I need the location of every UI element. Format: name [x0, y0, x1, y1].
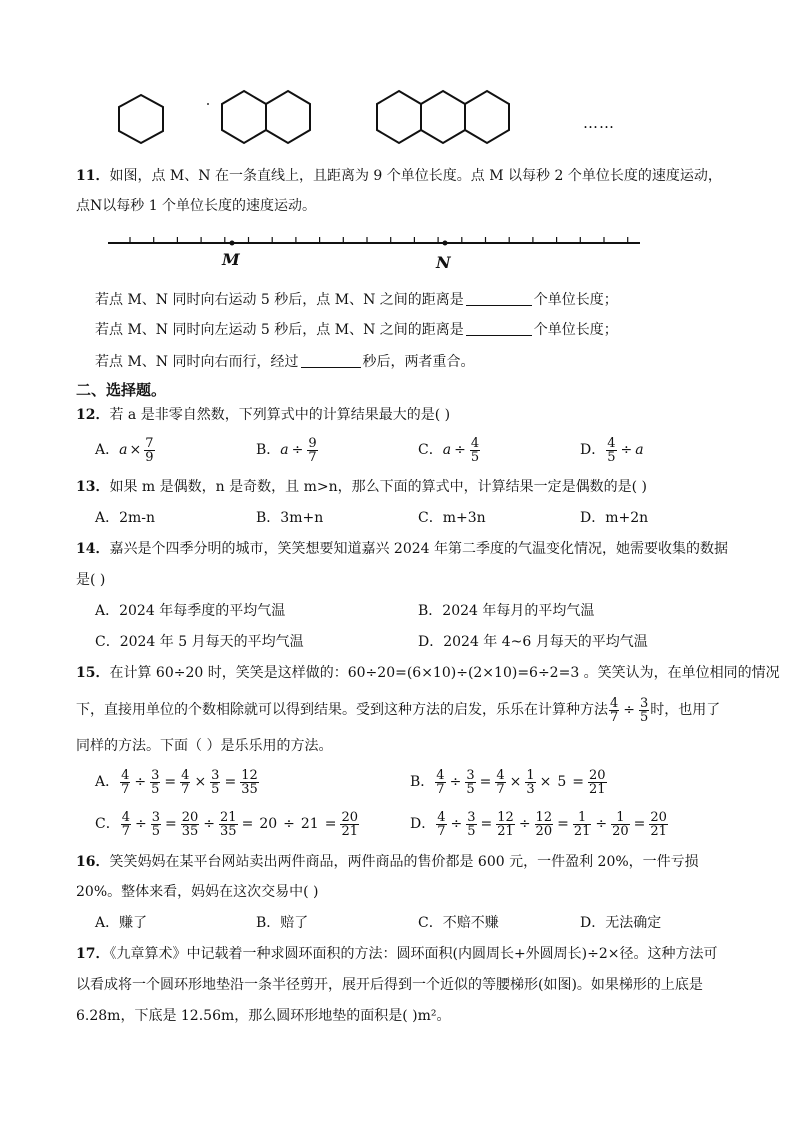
- equation-token: =: [480, 816, 493, 832]
- point-n: [443, 241, 448, 246]
- equation-token: =: [572, 774, 585, 790]
- q13-option-d[interactable]: D．m+2n: [580, 510, 649, 526]
- fraction: $\frac{4}{7}$: [121, 767, 130, 797]
- equation-b: [434, 769, 607, 796]
- equation-token: ×: [539, 774, 552, 790]
- q11-sub3: 若点 M、N 同时向右而行，经过 秒后，两者重合。: [95, 354, 475, 370]
- equation-token: =: [164, 774, 177, 790]
- q14-option-b[interactable]: B．2024 年每月的平均气温: [418, 603, 595, 619]
- q12-option-c[interactable]: C． a ÷ $\frac{4}{5}$: [418, 435, 480, 465]
- equation-token: ÷: [595, 816, 608, 832]
- fraction: $\frac{1}{21}$: [573, 809, 591, 839]
- fraction: $\frac{20}{35}$: [181, 809, 199, 839]
- fraction: $\frac{1}{20}$: [612, 809, 629, 839]
- fraction: $\frac{20}{21}$: [650, 809, 667, 839]
- fraction: $\frac{12}{20}$: [535, 809, 553, 839]
- q14-option-a[interactable]: A．2024 年每季度的平均气温: [95, 603, 286, 619]
- q11-line2: 点N以每秒 1 个单位长度的速度运动。: [76, 198, 317, 214]
- q11-sub1: 若点 M、N 同时向右运动 5 秒后，点 M、N 之间的距离是 个单位长度；: [95, 292, 618, 308]
- fraction: $\frac{3}{5}$: [466, 767, 475, 797]
- fraction: $\frac{1}{3}$: [526, 767, 535, 797]
- section-title: 二、选择题。: [76, 381, 167, 399]
- equation-a: [119, 769, 260, 796]
- fraction: $\frac{20}{21}$: [341, 809, 358, 839]
- equation-token: ÷: [518, 816, 531, 832]
- q15-option-d[interactable]: D． $\frac{4}{7}$ ÷ $\frac{3}{5}$ = $\frac{12}{21}$ ÷ $\frac{12}{20}$ = $\frac{1}{21}$ ÷ $\frac{1}{20}$ = $\frac{20}{21}$: [410, 809, 667, 839]
- q16-option-d[interactable]: D．无法确定: [580, 915, 662, 931]
- fraction: $\frac{12}{35}$: [241, 767, 258, 797]
- q15-option-a[interactable]: A． $\frac{4}{7}$ ÷ $\frac{3}{5}$ = $\frac{4}{7}$ × $\frac{3}{5}$ = $\frac{12}{35}$: [95, 767, 258, 797]
- equation-token: =: [479, 774, 492, 790]
- fraction: $\frac{4}{7}$: [121, 809, 130, 839]
- q11-line1: 11．如图，点 M、N 在一条直线上，且距离为 9 个单位长度。点 M 以每秒 2 个单位长度的速度运动，: [76, 168, 722, 184]
- q12-stem: 12．若 a 是非零自然数，下列算式中的计算结果最大的是( ): [76, 407, 451, 423]
- equation-token: ÷: [203, 816, 216, 832]
- fraction: $\frac{3}{5}$: [151, 767, 160, 797]
- fraction-7-9: $\frac{7}{9}$: [145, 435, 154, 465]
- q16-option-b[interactable]: B．赔了: [256, 915, 309, 931]
- fraction-4-5: $\frac{4}{5}$: [470, 435, 480, 465]
- answer-blank-1[interactable]: [466, 291, 532, 306]
- q17-line3: 6.28m，下底是 12.56m，那么圆环形地垫的面积是( )m²。: [76, 1008, 451, 1024]
- equation-token: ÷: [450, 816, 463, 832]
- q17-line1: 17．《九章算术》中记载着一种求圆环面积的方法：圆环面积(内圆周长+外圆周长)÷2×径。这种方法可: [76, 946, 718, 962]
- fraction: $\frac{3}{5}$: [151, 809, 161, 839]
- equation-d: [435, 811, 669, 838]
- q13-option-b[interactable]: B．3m+n: [256, 510, 324, 526]
- equation-token: =: [633, 816, 646, 832]
- q15-line2: 下，直接用单位的个数相除就可以得到结果。受到这种方法的启发，乐乐在计算种方法 $\frac{4}{7}$ ÷ $\frac{3}{5}$ 时，也用了: [76, 695, 721, 725]
- number-line: [0, 0, 794, 280]
- equation-token: =: [165, 816, 177, 832]
- answer-blank-3[interactable]: [301, 353, 361, 368]
- q16-line2: 20%。整体来看，妈妈在这次交易中( ): [76, 884, 319, 900]
- equation-token: 20: [259, 816, 278, 832]
- equation-token: ÷: [283, 816, 295, 832]
- q15-line1: 15．在计算 60÷20 时，笑笑是这样做的：60÷20=(6×10)÷(2×10)=6÷2=3 。笑笑认为，在单位相同的情况: [76, 665, 780, 681]
- q12-option-b[interactable]: B． a ÷ $\frac{9}{7}$: [256, 435, 317, 465]
- q16-option-a[interactable]: A．赚了: [95, 915, 148, 931]
- q13-stem: 13．如果 m 是偶数，n 是奇数，且 m>n，那么下面的算式中，计算结果一定是偶数的是( ): [76, 479, 647, 495]
- q14-option-c[interactable]: C．2024 年 5 月每天的平均气温: [95, 634, 304, 650]
- equation-token: ×: [509, 774, 522, 790]
- q14-line2: 是( ): [76, 572, 106, 588]
- equation-c: [120, 811, 360, 838]
- equation-token: =: [224, 774, 237, 790]
- fraction: $\frac{12}{21}$: [497, 809, 514, 839]
- label-n: N: [436, 253, 451, 272]
- fraction: $\frac{4}{7}$: [181, 767, 190, 797]
- equation-token: =: [241, 816, 254, 832]
- equation-token: 5: [557, 774, 567, 790]
- q15-option-c[interactable]: C． $\frac{4}{7}$ ÷ $\frac{3}{5}$ = $\frac{20}{35}$ ÷ $\frac{21}{35}$ = 20 ÷ 21 = $\frac{20}{21}$: [95, 809, 358, 839]
- fraction: $\frac{3}{5}$: [467, 809, 476, 839]
- q16-option-c[interactable]: C．不赔不赚: [418, 915, 499, 931]
- fraction-4-7: $\frac{4}{7}$: [610, 695, 619, 725]
- fraction-9-7: $\frac{9}{7}$: [308, 435, 317, 465]
- q11-sub2: 若点 M、N 同时向左运动 5 秒后，点 M、N 之间的距离是 个单位长度；: [95, 322, 618, 338]
- fraction: $\frac{21}{35}$: [220, 809, 237, 839]
- equation-token: 21: [300, 816, 319, 832]
- q14-line1: 14．嘉兴是个四季分明的城市，笑笑想要知道嘉兴 2024 年第二季度的气温变化情况，她需要收集的数据: [76, 541, 729, 557]
- fraction: $\frac{3}{5}$: [211, 767, 220, 797]
- q12-option-d[interactable]: D． $\frac{4}{5}$ ÷ a: [580, 435, 644, 465]
- label-m: M: [222, 250, 240, 269]
- equation-token: ×: [194, 774, 207, 790]
- q15-option-b[interactable]: B． $\frac{4}{7}$ ÷ $\frac{3}{5}$ = $\frac{4}{7}$ × $\frac{1}{3}$ × 5 = $\frac{20}{21}$: [410, 767, 606, 797]
- fraction-3-5: $\frac{3}{5}$: [640, 695, 649, 725]
- figure-ellipsis: ……: [583, 114, 615, 132]
- q11-number: 11．: [76, 168, 110, 184]
- fraction-4-5: $\frac{4}{5}$: [607, 435, 616, 465]
- q15-line3: 同样的方法。下面（ ）是乐乐用的方法。: [76, 738, 333, 754]
- fraction: $\frac{4}{7}$: [437, 809, 446, 839]
- fraction: $\frac{20}{21}$: [589, 767, 606, 797]
- equation-token: ÷: [135, 816, 147, 832]
- equation-token: ÷: [449, 774, 462, 790]
- equation-token: ÷: [134, 774, 147, 790]
- point-m: [230, 241, 235, 246]
- equation-token: =: [557, 816, 569, 832]
- answer-blank-2[interactable]: [466, 321, 532, 336]
- q13-option-a[interactable]: A．2m-n: [95, 510, 156, 526]
- fraction: $\frac{4}{7}$: [496, 767, 505, 797]
- q16-line1: 16．笑笑妈妈在某平台网站卖出两件商品，两件商品的售价都是 600 元，一件盈利 20%，一件亏损: [76, 854, 699, 870]
- q12-option-a[interactable]: A． a × $\frac{7}{9}$: [95, 435, 154, 465]
- q13-option-c[interactable]: C．m+3n: [418, 510, 486, 526]
- q17-line2: 以看成将一个圆环形地垫沿一条半径剪开，展开后得到一个近似的等腰梯形(如图)。如果梯形的上底是: [76, 977, 703, 993]
- equation-token: =: [324, 816, 337, 832]
- q14-option-d[interactable]: D．2024 年 4~6 月每天的平均气温: [418, 634, 648, 650]
- fraction: $\frac{4}{7}$: [436, 767, 445, 797]
